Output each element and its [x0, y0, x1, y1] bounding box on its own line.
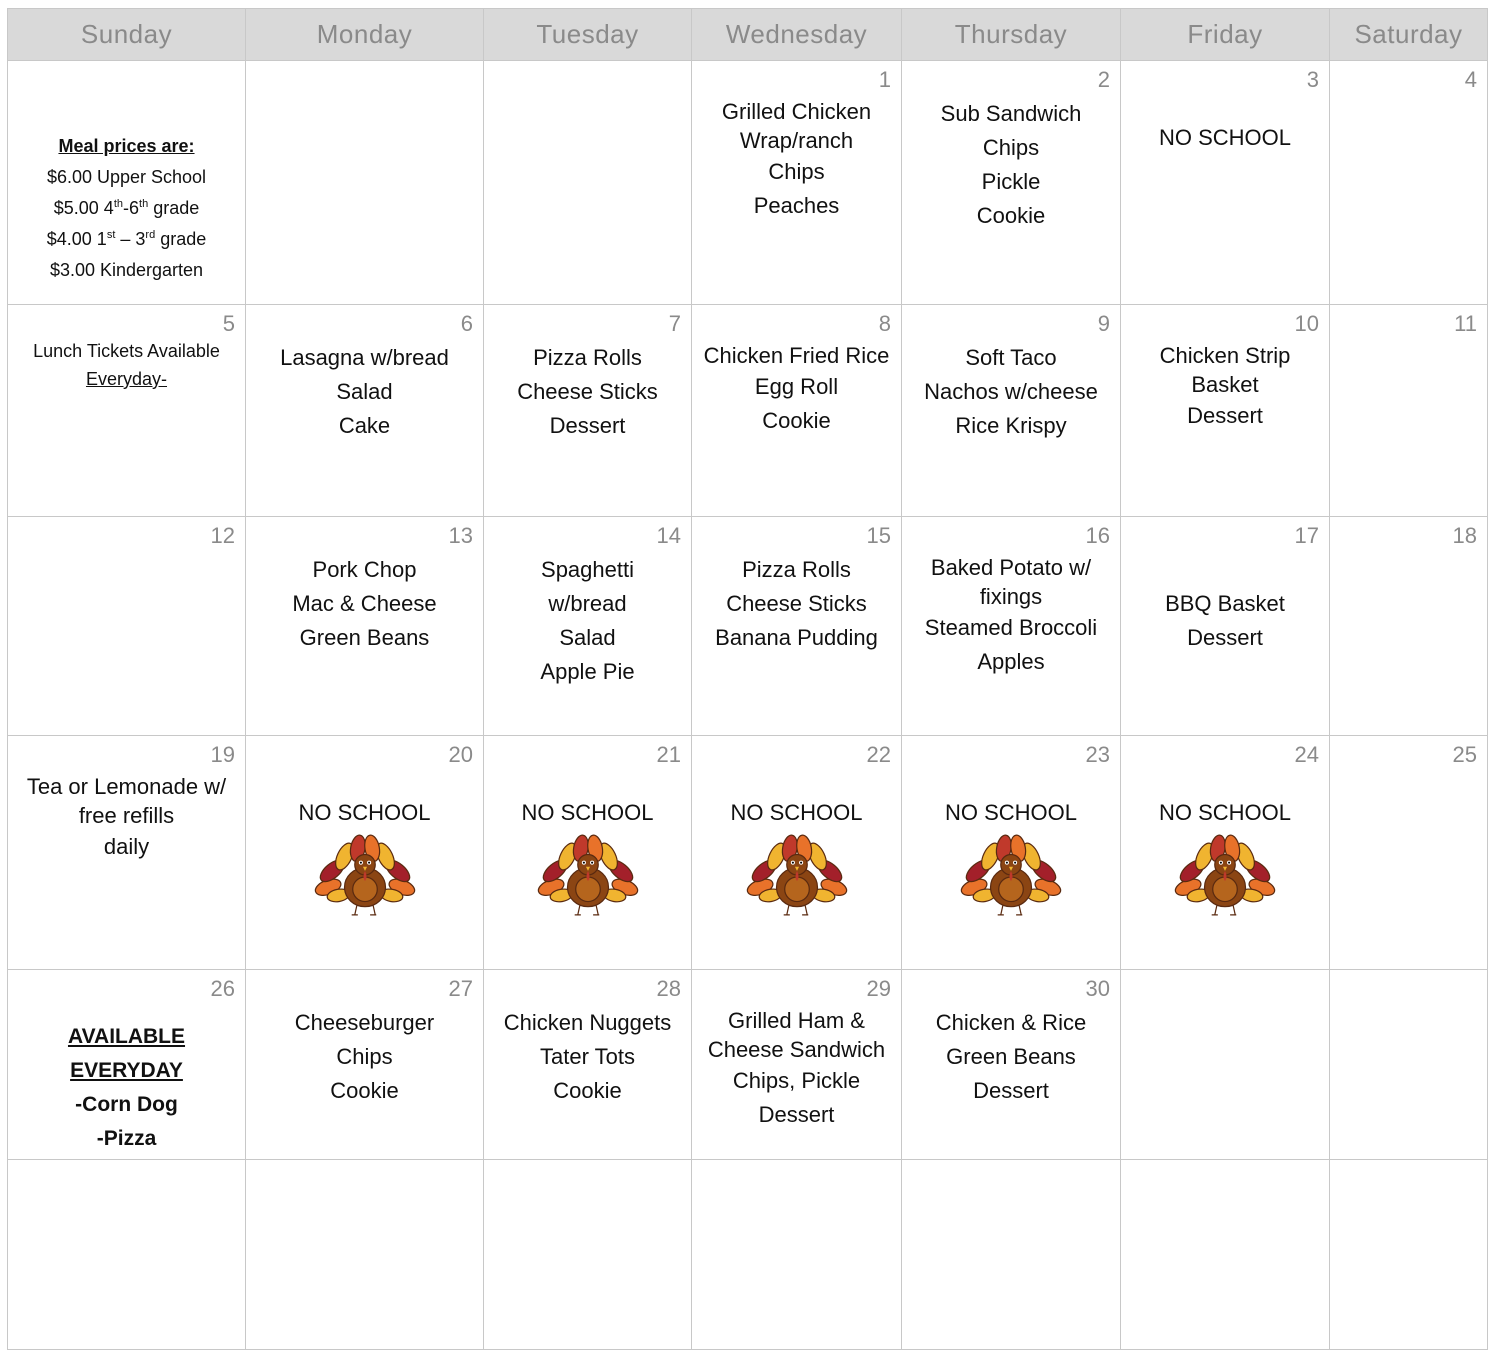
- menu-item: Chips, Pickle: [732, 1068, 861, 1093]
- menu-item: Chips: [336, 1044, 393, 1069]
- day-number: 29: [866, 976, 891, 1001]
- day-number: 8: [878, 311, 891, 336]
- menu-item: Spaghetti w/bread: [541, 557, 634, 616]
- day-number: 12: [210, 523, 235, 548]
- meal-prices: [8, 61, 245, 286]
- day-number: 28: [656, 976, 681, 1001]
- day-number: 23: [1085, 742, 1110, 767]
- menu-item: Cake: [338, 413, 391, 438]
- menu-item: Tater Tots: [540, 1044, 635, 1069]
- day-cell-empty: [484, 1160, 692, 1350]
- menu-item: Sub Sandwich: [940, 101, 1082, 126]
- day-cell-15: [692, 517, 902, 736]
- day-number: 27: [448, 976, 473, 1001]
- price-grades-1-3: $4.00 1st – 3rd grade: [46, 229, 207, 249]
- day-cell-19: [8, 736, 246, 970]
- day-cell-6: [246, 305, 484, 517]
- menu-item: Chicken Strip Basket: [1159, 343, 1291, 397]
- menu-item: Cookie: [553, 1078, 622, 1103]
- menu-item: Pork Chop: [312, 557, 417, 582]
- price-upper-school: $6.00 Upper School: [46, 167, 207, 187]
- drink-note-daily: daily: [103, 834, 150, 859]
- no-school-label: NO SCHOOL: [730, 800, 863, 825]
- day-number: 5: [222, 311, 235, 336]
- day-number: 9: [1097, 311, 1110, 336]
- day-cell-30: [902, 970, 1121, 1160]
- day-cell-empty: [8, 1160, 246, 1350]
- day-cell-10: [1121, 305, 1330, 517]
- menu-item: BBQ Basket: [1165, 591, 1285, 616]
- menu-item: Green Beans: [299, 625, 430, 650]
- menu-item: Green Beans: [946, 1044, 1076, 1069]
- day-cell-9: [902, 305, 1121, 517]
- menu-item: Apple Pie: [540, 659, 635, 684]
- day-cell-29: [692, 970, 902, 1160]
- menu-item: Pickle: [981, 169, 1041, 194]
- day-cell-prices: [8, 61, 246, 305]
- menu-item: Dessert: [973, 1078, 1049, 1103]
- day-number: 21: [656, 742, 681, 767]
- day-number: 1: [878, 67, 891, 92]
- menu-item: Mac & Cheese: [292, 591, 437, 616]
- week-row-5: [8, 970, 1488, 1160]
- day-cell-empty: [1121, 1160, 1330, 1350]
- available-item: -Pizza: [96, 1127, 157, 1150]
- day-number: 22: [866, 742, 891, 767]
- no-school-label: NO SCHOOL: [521, 800, 654, 825]
- no-school-label: NO SCHOOL: [1158, 125, 1292, 150]
- day-cell-empty: [902, 1160, 1121, 1350]
- header-sunday: Sunday: [8, 9, 246, 61]
- menu-item: Cheese Sticks: [517, 379, 658, 404]
- menu-items: [1121, 549, 1329, 655]
- day-cell-27: [246, 970, 484, 1160]
- day-cell-22: [692, 736, 902, 970]
- day-cell-2: [902, 61, 1121, 305]
- day-cell-7: [484, 305, 692, 517]
- day-cell-25: [1330, 736, 1488, 970]
- menu-item: Lasagna w/bread: [280, 345, 449, 370]
- menu-item: Chicken & Rice: [935, 1010, 1087, 1035]
- week-row-3: [8, 517, 1488, 736]
- day-cell-empty: [246, 61, 484, 305]
- day-number: 20: [448, 742, 473, 767]
- day-cell-23: [902, 736, 1121, 970]
- menu-item: Grilled Ham & Cheese Sandwich: [707, 1008, 886, 1062]
- available-item: -Corn Dog: [75, 1093, 178, 1116]
- day-cell-26: [8, 970, 246, 1160]
- drink-note: [8, 768, 245, 864]
- menu-items: [692, 549, 901, 655]
- menu-items: [692, 337, 901, 438]
- meal-prices-heading: Meal prices are:: [58, 136, 195, 156]
- day-cell-11: [1330, 305, 1488, 517]
- menu-item: Apples: [977, 649, 1045, 674]
- menu-item: Grilled Chicken Wrap/ranch: [721, 99, 872, 153]
- day-cell-4: [1330, 61, 1488, 305]
- menu-item: Cookie: [976, 203, 1046, 228]
- day-number: 26: [210, 976, 235, 1001]
- day-cell-28: [484, 970, 692, 1160]
- day-number: 25: [1452, 742, 1477, 767]
- day-number: 6: [460, 311, 473, 336]
- day-number: 17: [1294, 523, 1319, 548]
- day-cell-empty: [1330, 970, 1488, 1160]
- menu-item: Soft Taco: [965, 345, 1057, 370]
- day-number: 16: [1085, 523, 1110, 548]
- day-cell-12: [8, 517, 246, 736]
- day-cell-empty: [1121, 970, 1330, 1160]
- day-number: 13: [448, 523, 473, 548]
- menu-item: Steamed Broccoli: [924, 615, 1098, 640]
- menu-items: [246, 337, 483, 443]
- day-cell-24: [1121, 736, 1330, 970]
- week-row-1: [8, 61, 1488, 305]
- menu-item: Peaches: [753, 193, 840, 218]
- day-cell-empty: [1330, 1160, 1488, 1350]
- lunch-tickets-note: Lunch Tickets Available: [33, 341, 220, 361]
- no-school-label: NO SCHOOL: [298, 800, 431, 825]
- menu-item: Rice Krispy: [955, 413, 1067, 438]
- menu-items: [902, 1002, 1120, 1108]
- menu-items: [484, 1002, 691, 1108]
- menu-item: Chips: [768, 159, 825, 184]
- calendar-grid: [7, 8, 1488, 1350]
- menu-items: [692, 93, 901, 223]
- menu-item: Baked Potato w/ fixings: [930, 555, 1092, 609]
- day-cell-17: [1121, 517, 1330, 736]
- menu-items: [484, 549, 691, 689]
- day-cell-20: [246, 736, 484, 970]
- menu-item: Banana Pudding: [715, 625, 878, 650]
- price-grades-4-6: $5.00 4th-6th grade: [53, 198, 200, 218]
- header-friday: Friday: [1121, 9, 1330, 61]
- day-number: 24: [1294, 742, 1319, 767]
- menu-item: Dessert: [758, 1102, 835, 1127]
- menu-items: [484, 337, 691, 443]
- menu-item: Dessert: [1187, 625, 1263, 650]
- menu-item: Dessert: [1187, 403, 1263, 428]
- menu-items: [902, 549, 1120, 679]
- day-number: 19: [210, 742, 235, 767]
- menu-item: Cheese Sticks: [726, 591, 867, 616]
- day-number: 18: [1452, 523, 1477, 548]
- price-kindergarten: $3.00 Kindergarten: [49, 260, 204, 280]
- day-cell-14: [484, 517, 692, 736]
- day-cell-21: [484, 736, 692, 970]
- header-tuesday: Tuesday: [484, 9, 692, 61]
- menu-item: Chips: [982, 135, 1040, 160]
- drink-note-text: Tea or Lemonade w/ free refills: [26, 774, 227, 828]
- turkey-icon: [745, 834, 849, 920]
- day-number: 4: [1464, 67, 1477, 92]
- day-number: 11: [1454, 311, 1477, 336]
- menu-item: Cheeseburger: [294, 1010, 435, 1035]
- menu-item: Cookie: [330, 1078, 399, 1103]
- day-number: 3: [1306, 67, 1319, 92]
- day-cell-empty: [484, 61, 692, 305]
- day-number: 2: [1097, 67, 1110, 92]
- day-cell-1: [692, 61, 902, 305]
- header-monday: Monday: [246, 9, 484, 61]
- day-cell-13: [246, 517, 484, 736]
- menu-items: [246, 549, 483, 655]
- menu-item: Salad: [559, 625, 616, 650]
- no-school-label: NO SCHOOL: [1158, 800, 1292, 825]
- day-number: 10: [1294, 311, 1319, 336]
- menu-item: Dessert: [549, 413, 626, 438]
- no-school-label: NO SCHOOL: [944, 800, 1078, 825]
- menu-items: [246, 1002, 483, 1108]
- available-everyday: [8, 1020, 245, 1156]
- header-thursday: Thursday: [902, 9, 1121, 61]
- day-cell-empty: [246, 1160, 484, 1350]
- day-number: 15: [866, 523, 891, 548]
- menu-items: [902, 93, 1120, 233]
- week-row-2: [8, 305, 1488, 517]
- turkey-icon: [313, 834, 417, 920]
- menu-item: Cookie: [762, 408, 831, 433]
- turkey-icon: [536, 834, 640, 920]
- week-row-4: [8, 736, 1488, 970]
- turkey-icon: [959, 834, 1063, 920]
- menu-item: Chicken Fried Rice: [703, 343, 890, 368]
- day-number: 14: [656, 523, 681, 548]
- weekday-header-row: [8, 9, 1488, 61]
- day-cell-5: [8, 305, 246, 517]
- menu-item: Salad: [336, 379, 393, 404]
- menu-item: Nachos w/cheese: [924, 379, 1098, 404]
- day-number: 30: [1085, 976, 1110, 1001]
- lunch-tickets-note-everyday: Everyday-: [85, 369, 168, 389]
- day-cell-16: [902, 517, 1121, 736]
- menu-item: Pizza Rolls: [533, 345, 642, 370]
- day-cell-18: [1330, 517, 1488, 736]
- turkey-icon: [1173, 834, 1277, 920]
- menu-item: Pizza Rolls: [742, 557, 851, 582]
- available-everyday-heading: AVAILABLE EVERYDAY: [67, 1025, 186, 1082]
- week-row-6: [8, 1160, 1488, 1350]
- header-wednesday: Wednesday: [692, 9, 902, 61]
- menu-items: [1121, 337, 1329, 433]
- header-saturday: Saturday: [1330, 9, 1488, 61]
- day-cell-empty: [692, 1160, 902, 1350]
- menu-items: [692, 1002, 901, 1132]
- menu-items: [902, 337, 1120, 443]
- day-number: 7: [668, 311, 681, 336]
- day-cell-8: [692, 305, 902, 517]
- day-cell-3: [1121, 61, 1330, 305]
- menu-item: Egg Roll: [754, 374, 839, 399]
- menu-item: Chicken Nuggets: [503, 1010, 672, 1035]
